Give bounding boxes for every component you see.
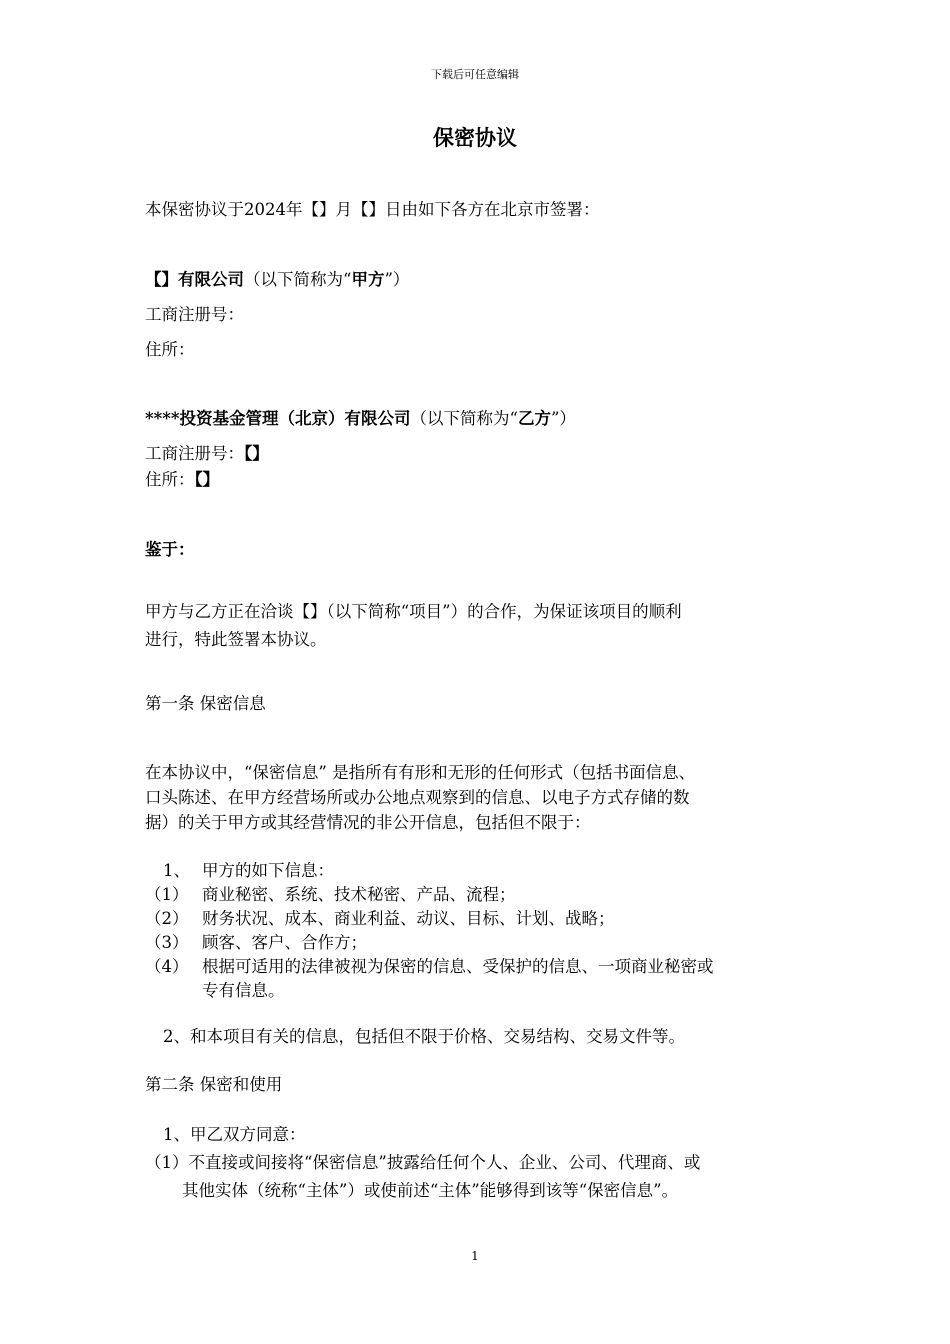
article-2-item-1: 1、甲乙双方同意：: [163, 1125, 306, 1144]
party-b-alias-suffix: ”）: [550, 409, 576, 428]
party-a-line: [145, 268, 409, 292]
sub-item-2-text: 财务状况、成本、商业利益、动议、目标、计划、战略；: [202, 909, 615, 928]
sub-item-2-number: （2）: [145, 909, 189, 928]
sub-item-4-number: （4）: [145, 957, 189, 976]
party-a-name: 【】有限公司: [145, 270, 244, 289]
article-2-heading: 第二条 保密和使用: [145, 1075, 283, 1094]
party-b-addr-value: 【】: [194, 470, 220, 489]
sub-item-3-text: 顾客、客户、合作方；: [202, 933, 367, 952]
party-b-addr-label: 住所：: [145, 470, 195, 489]
party-b-addr-line: [145, 468, 219, 492]
sub-item-4-continuation: 专有信息。: [202, 981, 285, 1000]
article-2-sub-1: （1）不直接或间接将“保密信息”披露给任何个人、企业、公司、代理商、或: [145, 1153, 701, 1172]
sub-item-1-text: 商业秘密、系统、技术秘密、产品、流程；: [202, 885, 516, 904]
sub-item-4-text: 根据可适用的法律被视为保密的信息、受保护的信息、一项商业秘密或: [202, 957, 714, 976]
party-b-reg-value: 【】: [244, 444, 269, 463]
whereas-line-1: 甲方与乙方正在洽谈【】（以下简称“项目”）的合作，为保证该项目的顺利: [145, 602, 682, 621]
article-1-heading: 第一条 保密信息: [145, 694, 266, 713]
party-a-addr-label: 住所：: [145, 340, 195, 359]
item-1-text: 甲方的如下信息：: [202, 861, 334, 880]
party-b-reg-label: 工商注册号：: [145, 444, 244, 463]
party-a-reg-label: 工商注册号：: [145, 305, 244, 324]
party-b-alias: 乙方: [517, 409, 551, 428]
sub-item-3-number: （3）: [145, 933, 189, 952]
item-1-number: 1、: [163, 861, 190, 880]
party-b-alias-prefix: （以下简称为“: [410, 409, 518, 428]
article-2-sub-1-continuation: 其他实体（统称“主体”）或使前述“主体”能够得到该等“保密信息”。: [182, 1181, 679, 1200]
page-header: 下载后可任意编辑: [431, 68, 519, 81]
party-a-alias-suffix: ”）: [384, 270, 410, 289]
sub-item-1-number: （1）: [145, 885, 189, 904]
document-title: 保密协议: [433, 125, 517, 150]
party-a-alias: 甲方: [351, 270, 385, 289]
item-2-text: 2、和本项目有关的信息，包括但不限于价格、交易结构、交易文件等。: [163, 1027, 685, 1046]
party-b-name: ****投资基金管理（北京）有限公司: [145, 409, 411, 428]
page-number: 1: [471, 1249, 479, 1263]
definition-line-2: 口头陈述、在甲方经营场所或办公地点观察到的信息、以电子方式存储的数: [145, 788, 690, 807]
whereas-line-2: 进行，特此签署本协议。: [145, 630, 327, 649]
party-b-reg-line: [145, 442, 269, 466]
whereas-heading: 鉴于：: [145, 540, 195, 559]
party-b-line: [145, 407, 576, 431]
definition-line-1: 在本协议中，“保密信息” 是指所有有形和无形的任何形式（包括书面信息、: [145, 763, 696, 782]
intro-paragraph: 本保密协议于2024年【】月【】日由如下各方在北京市签署：: [145, 200, 600, 219]
definition-line-3: 据）的关于甲方或其经营情况的非公开信息，包括但不限于：: [145, 813, 591, 832]
party-a-alias-prefix: （以下简称为“: [244, 270, 352, 289]
